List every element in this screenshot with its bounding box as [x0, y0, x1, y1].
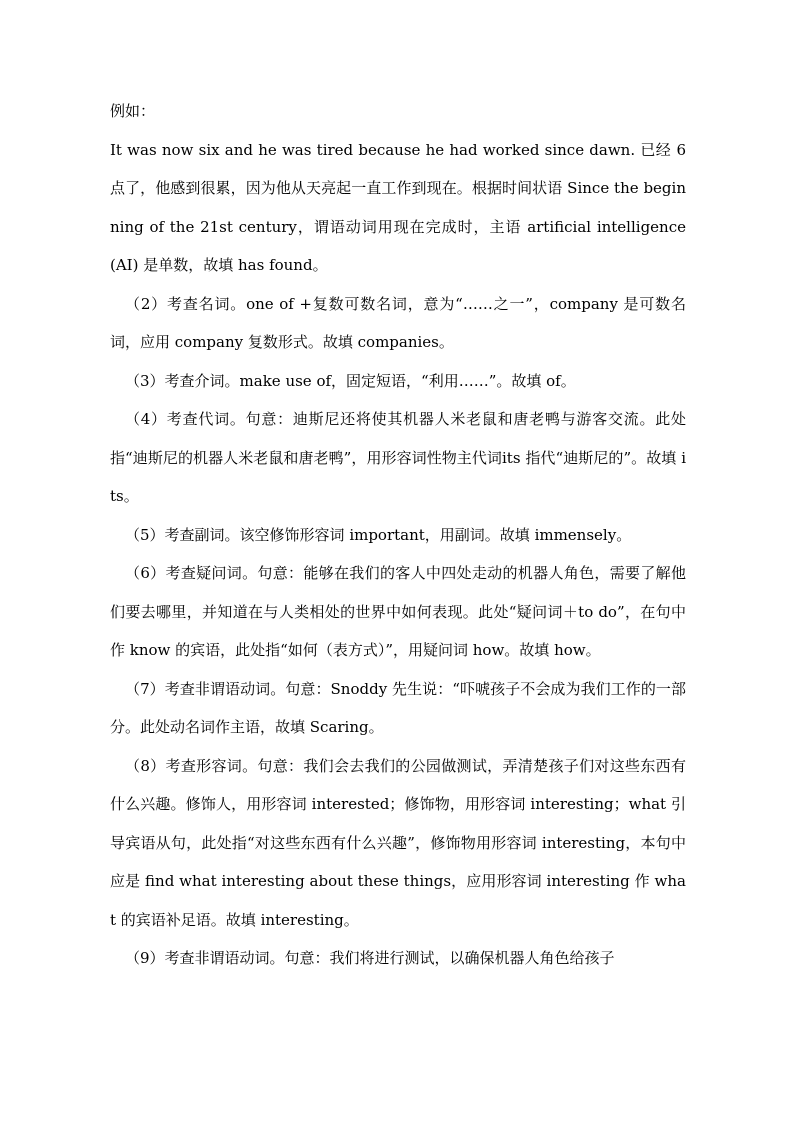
- paragraph-answer-9: （9）考查非谓语动词。句意：我们将进行测试，以确保机器人角色给孩子: [125, 949, 615, 967]
- paragraph-answer-5: （5）考查副词。该空修饰形容词 important，用副词。故填 immensely。: [125, 525, 632, 544]
- paragraph-answer-3: （3）考查介词。make use of，固定短语，“利用……”。故填 of。: [125, 371, 576, 390]
- paragraph-answer-8: （8）考查形容词。句意：我们会去我们的公园做测试，弄清楚孩子们对这些东西有什么兴趣。修饰人，用形容词 interested；修饰物，用形容词 interesting；what 引导宾语从句，此处指“对这些东西有什么兴趣”，修饰物用形容词 interesting，本句中应是 find what interesting about these things，应用形容词 interesting 作 what 的宾语补足语。故填 interesting。: [110, 756, 686, 929]
- paragraph-answer-4: （4）考查代词。句意：迪斯尼还将使其机器人米老鼠和唐老鸭与游客交流。此处指“迪斯尼的机器人米老鼠和唐老鸭”，用形容词性物主代词its 指代“迪斯尼的”。故填 its。: [110, 410, 686, 505]
- paragraph-answer-6: （6）考查疑问词。句意：能够在我们的客人中四处走动的机器人角色，需要了解他们要去哪里，并知道在与人类相处的世界中如何表现。此处“疑问词＋to do”，在句中作 know 的宾语，此处指“如何（表方式）”，用疑问词 how。故填 how。: [110, 564, 686, 659]
- paragraph-answer-7: （7）考查非谓语动词。句意：Snoddy 先生说：“吓唬孩子不会成为我们工作的一部分。此处动名词作主语，故填 Scaring。: [110, 679, 686, 736]
- paragraph-example-label: 例如：: [110, 102, 156, 120]
- paragraph-answer-2: （2）考查名词。one of +复数可数名词，意为“……之一”，company 是可数名词，应用 company 复数形式。故填 companies。: [110, 294, 686, 351]
- paragraph-answer-1-explanation: It was now six and he was tired because he had worked since dawn. 已经 6 点了，他感到很累，因为他从天亮起一直工作到现在。根据时间状语 Since the beginning of the 21st century，谓语动词用现在完成时，主语 artificial intelligence (AI) 是单数，故填 has found。: [110, 140, 686, 274]
- document-body: [110, 92, 686, 978]
